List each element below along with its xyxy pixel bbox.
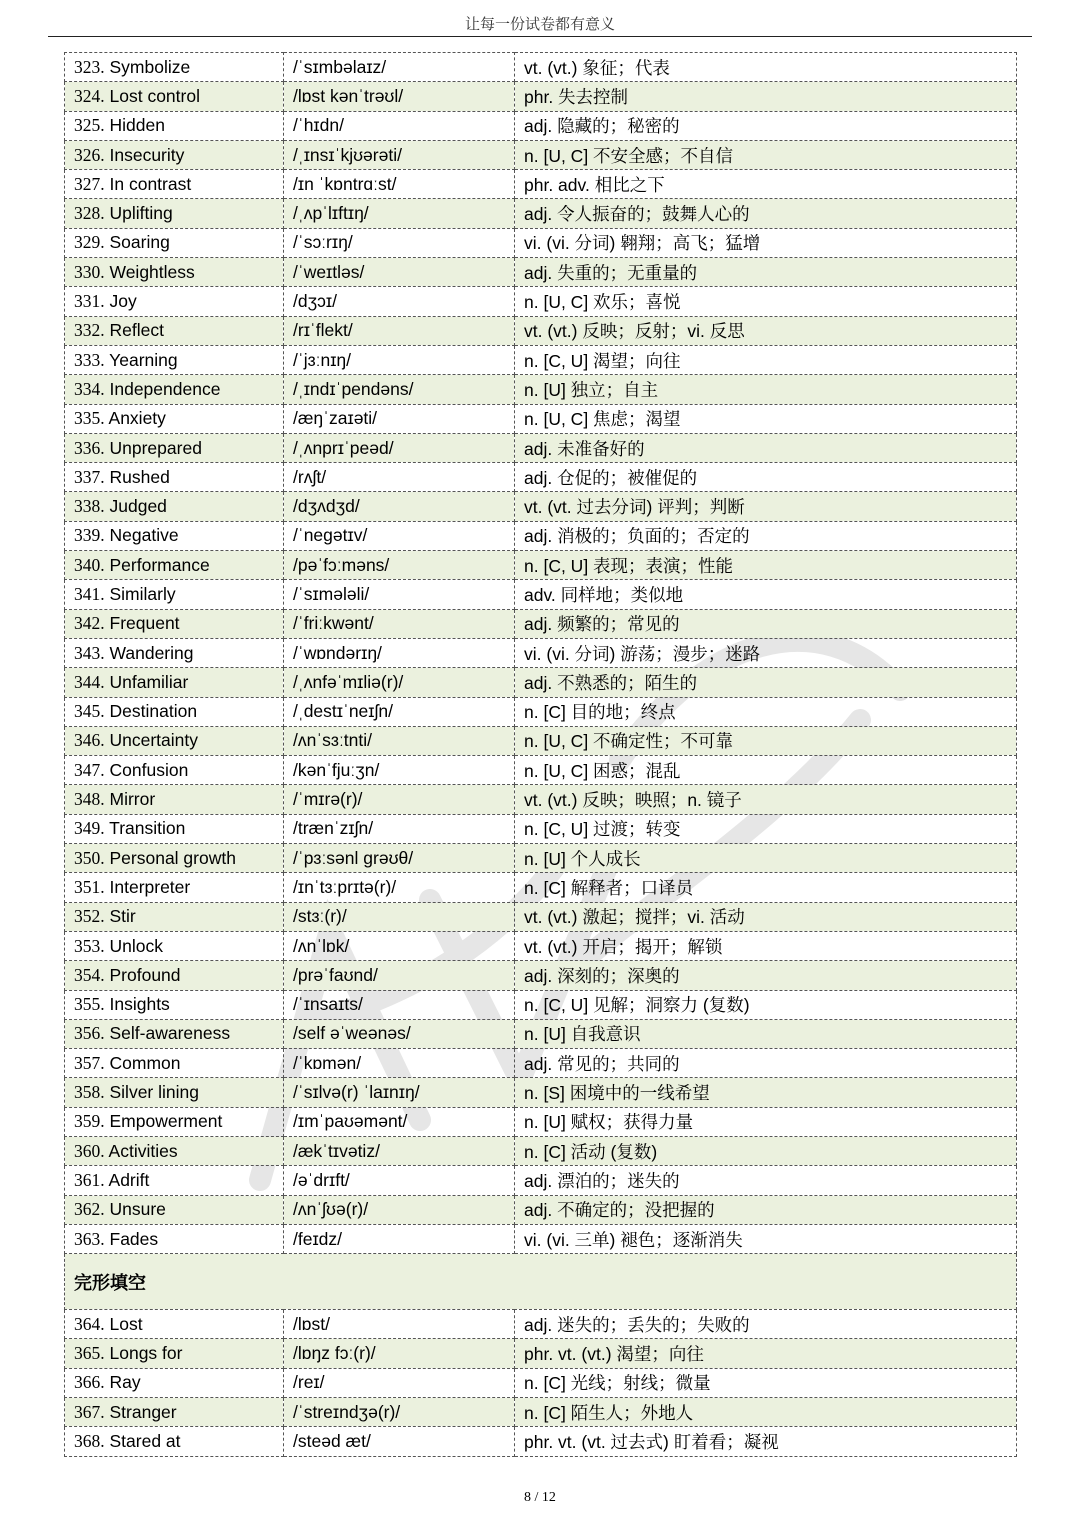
entry-word: Unsure (109, 1199, 166, 1220)
entry-word: Transition (109, 818, 186, 839)
phonetic-cell: /ˌɪnsɪˈkjʊərəti/ (284, 140, 515, 169)
word-cell (65, 1224, 284, 1253)
phonetic-cell: /ˌʌnfəˈmɪliə(r)/ (284, 668, 515, 697)
table-row (65, 697, 1017, 726)
table-row (65, 375, 1017, 404)
entry-word: Judged (109, 496, 167, 517)
phonetic-cell: /rɪˈflekt/ (284, 316, 515, 345)
phonetic-cell: /dʒɔɪ/ (284, 287, 515, 316)
entry-word: Joy (109, 291, 137, 312)
entry-number: 334. (74, 378, 105, 399)
phonetic-cell: /ˈsɔːrɪŋ/ (284, 228, 515, 257)
table-row (65, 258, 1017, 287)
entry-number: 355. (74, 994, 105, 1015)
entry-number: 323. (74, 56, 105, 77)
definition-cell: adj. 频繁的；常见的 (515, 609, 1017, 638)
definition-cell: adj. 迷失的；丢失的；失败的 (515, 1310, 1017, 1339)
phonetic-cell: /feɪdz/ (284, 1224, 515, 1253)
entry-word: Symbolize (109, 56, 191, 77)
definition-cell: adj. 不熟悉的；陌生的 (515, 668, 1017, 697)
word-cell (65, 287, 284, 316)
table-row (65, 1310, 1017, 1339)
phonetic-cell: /kənˈfjuːʒn/ (284, 756, 515, 785)
phonetic-cell: /ˈwɒndərɪŋ/ (284, 638, 515, 667)
word-cell (65, 1107, 284, 1136)
definition-cell: vi. (vi. 三单) 褪色；逐渐消失 (515, 1224, 1017, 1253)
entry-word: Destination (109, 701, 198, 722)
entry-word: Insecurity (109, 144, 185, 165)
entry-word: Frequent (109, 613, 180, 634)
phonetic-cell: /ˌɪndɪˈpendəns/ (284, 375, 515, 404)
phonetic-cell: /ˌdestɪˈneɪʃn/ (284, 697, 515, 726)
table-row (65, 199, 1017, 228)
word-cell (65, 1195, 284, 1224)
section-title: 完形填空 (65, 1254, 1017, 1310)
word-cell (65, 1339, 284, 1368)
phonetic-cell: /ɪmˈpaʊəmənt/ (284, 1107, 515, 1136)
table-row (65, 345, 1017, 374)
table-row (65, 82, 1017, 111)
phonetic-cell: /reɪ/ (284, 1368, 515, 1397)
word-cell (65, 1368, 284, 1397)
page-header: 让每一份试卷都有意义 (48, 12, 1032, 37)
definition-cell: adj. 仓促的；被催促的 (515, 463, 1017, 492)
word-cell (65, 140, 284, 169)
word-cell (65, 170, 284, 199)
word-cell (65, 492, 284, 521)
phonetic-cell: /steəd æt/ (284, 1427, 515, 1456)
phonetic-cell: /ˈneɡətɪv/ (284, 521, 515, 550)
entry-word: Independence (109, 378, 221, 399)
phonetic-cell: /ʌnˈʃʊə(r)/ (284, 1195, 515, 1224)
table-row (65, 756, 1017, 785)
phonetic-cell: /ˈsɪmbəlaɪz/ (284, 53, 515, 82)
definition-cell: phr. vt. (vt. 过去式) 盯着看；凝视 (515, 1427, 1017, 1456)
entry-number: 325. (74, 115, 105, 136)
definition-cell: n. [C, U] 渴望；向往 (515, 345, 1017, 374)
phonetic-cell: /prəˈfaʊnd/ (284, 961, 515, 990)
table-row (65, 433, 1017, 462)
phonetic-cell: /ˌʌnprɪˈpeəd/ (284, 433, 515, 462)
table-row (65, 1427, 1017, 1456)
phonetic-cell: /lɒŋz fɔː(r)/ (284, 1339, 515, 1368)
definition-cell: adj. 深刻的；深奥的 (515, 961, 1017, 990)
table-row (65, 463, 1017, 492)
entry-word: Performance (109, 554, 210, 575)
table-row (65, 1339, 1017, 1368)
phonetic-cell: /stɜː(r)/ (284, 902, 515, 931)
entry-number: 341. (74, 583, 105, 604)
word-cell (65, 433, 284, 462)
definition-cell: adj. 令人振奋的；鼓舞人心的 (515, 199, 1017, 228)
definition-cell: vt. (vt.) 象征；代表 (515, 53, 1017, 82)
entry-number: 346. (74, 730, 105, 751)
word-cell (65, 1166, 284, 1195)
table-row (65, 785, 1017, 814)
entry-number: 367. (74, 1401, 105, 1422)
definition-cell: adj. 漂泊的；迷失的 (515, 1166, 1017, 1195)
entry-word: Unlock (109, 935, 163, 956)
phonetic-cell: /æŋˈzaɪəti/ (284, 404, 515, 433)
definition-cell: n. [S] 困境中的一线希望 (515, 1078, 1017, 1107)
entry-number: 351. (74, 876, 105, 897)
entry-word: Mirror (109, 789, 156, 810)
definition-cell: vt. (vt.) 反映；反射；vi. 反思 (515, 316, 1017, 345)
entry-number: 331. (74, 291, 105, 312)
word-cell (65, 756, 284, 785)
table-row (65, 961, 1017, 990)
entry-word: Stir (109, 906, 136, 927)
entry-number: 342. (74, 613, 105, 634)
word-cell (65, 1398, 284, 1427)
table-row (65, 1166, 1017, 1195)
table-row (65, 580, 1017, 609)
entry-number: 357. (74, 1052, 105, 1073)
phonetic-cell: /əˈdrɪft/ (284, 1166, 515, 1195)
definition-cell: n. [C] 光线；射线；微量 (515, 1368, 1017, 1397)
entry-number: 358. (74, 1082, 105, 1103)
table-row (65, 170, 1017, 199)
word-cell (65, 990, 284, 1019)
table-row (65, 609, 1017, 638)
entry-word: Yearning (109, 349, 178, 370)
entry-number: 339. (74, 525, 105, 546)
phonetic-cell: /lɒst/ (284, 1310, 515, 1339)
table-row (65, 1195, 1017, 1224)
definition-cell: n. [U] 赋权；获得力量 (515, 1107, 1017, 1136)
table-row (65, 814, 1017, 843)
table-row (65, 931, 1017, 960)
entry-number: 340. (74, 554, 105, 575)
word-cell (65, 785, 284, 814)
table-row (65, 140, 1017, 169)
entry-number: 333. (74, 349, 105, 370)
word-cell (65, 961, 284, 990)
table-row (65, 668, 1017, 697)
table-row (65, 1107, 1017, 1136)
entry-word: Negative (109, 525, 179, 546)
entry-word: Uncertainty (109, 730, 199, 751)
definition-cell: n. [C] 陌生人；外地人 (515, 1398, 1017, 1427)
entry-word: Insights (109, 994, 170, 1015)
definition-cell: n. [U] 独立；自主 (515, 375, 1017, 404)
word-cell (65, 873, 284, 902)
definition-cell: n. [U] 自我意识 (515, 1019, 1017, 1048)
table-row (65, 228, 1017, 257)
entry-word: Lost (109, 1313, 143, 1334)
table-row (65, 990, 1017, 1019)
entry-number: 347. (74, 759, 105, 780)
definition-cell: vi. (vi. 分词) 游荡；漫步；迷路 (515, 638, 1017, 667)
definition-cell: adv. 同样地；类似地 (515, 580, 1017, 609)
entry-number: 349. (74, 818, 105, 839)
definition-cell: adj. 隐藏的；秘密的 (515, 111, 1017, 140)
entry-word: Rushed (109, 466, 170, 487)
table-row (65, 551, 1017, 580)
word-cell (65, 1019, 284, 1048)
table-row (65, 902, 1017, 931)
table-row (65, 404, 1017, 433)
entry-word: Confusion (109, 759, 189, 780)
entry-word: Similarly (109, 583, 176, 604)
table-row (65, 287, 1017, 316)
table-row (65, 111, 1017, 140)
entry-word: Uplifting (109, 203, 173, 224)
entry-number: 361. (74, 1169, 105, 1190)
definition-cell: adj. 失重的；无重量的 (515, 258, 1017, 287)
definition-cell: n. [U, C] 焦虑；渴望 (515, 404, 1017, 433)
definition-cell: adj. 不确定的；没把握的 (515, 1195, 1017, 1224)
entry-number: 354. (74, 964, 105, 985)
word-cell (65, 902, 284, 931)
entry-number: 326. (74, 144, 105, 165)
phonetic-cell: /self əˈweənəs/ (284, 1019, 515, 1048)
phonetic-cell: /ˈkɒmən/ (284, 1049, 515, 1078)
definition-cell: adj. 未准备好的 (515, 433, 1017, 462)
entry-number: 366. (74, 1372, 105, 1393)
word-cell (65, 82, 284, 111)
phonetic-cell: /ækˈtɪvətiz/ (284, 1136, 515, 1165)
word-cell (65, 638, 284, 667)
table-row (65, 1136, 1017, 1165)
phonetic-cell: /ˈsɪlvə(r) ˈlaɪnɪŋ/ (284, 1078, 515, 1107)
definition-cell: n. [U, C] 不确定性；不可靠 (515, 726, 1017, 755)
table-row (65, 1398, 1017, 1427)
definition-cell: n. [C] 目的地；终点 (515, 697, 1017, 726)
word-cell (65, 345, 284, 374)
entry-word: Fades (109, 1228, 159, 1249)
entry-number: 324. (74, 85, 105, 106)
entry-word: Unprepared (109, 437, 202, 458)
entry-number: 352. (74, 906, 105, 927)
entry-number: 332. (74, 320, 105, 341)
entry-word: Anxiety (108, 408, 166, 429)
word-cell (65, 316, 284, 345)
entry-number: 335. (74, 408, 105, 429)
table-row (65, 1019, 1017, 1048)
entry-number: 329. (74, 232, 105, 253)
entry-word: Interpreter (109, 876, 191, 897)
definition-cell: n. [U, C] 困惑；混乱 (515, 756, 1017, 785)
phonetic-cell: /lɒst kənˈtrəʊl/ (284, 82, 515, 111)
table-row (65, 492, 1017, 521)
entry-number: 344. (74, 671, 105, 692)
table-row (65, 726, 1017, 755)
phonetic-cell: /ɪn ˈkɒntrɑːst/ (284, 170, 515, 199)
word-cell (65, 668, 284, 697)
entry-number: 345. (74, 701, 105, 722)
phonetic-cell: /ˈɪnsaɪts/ (284, 990, 515, 1019)
word-cell (65, 697, 284, 726)
phonetic-cell: /ˌʌpˈlɪftɪŋ/ (284, 199, 515, 228)
entry-number: 328. (74, 203, 105, 224)
definition-cell: phr. vt. (vt.) 渴望；向往 (515, 1339, 1017, 1368)
word-cell (65, 1049, 284, 1078)
table-row (65, 1078, 1017, 1107)
entry-word: Adrift (108, 1169, 150, 1190)
phonetic-cell: /ɪnˈtɜːprɪtə(r)/ (284, 873, 515, 902)
phonetic-cell: /ˈhɪdn/ (284, 111, 515, 140)
table-row (65, 873, 1017, 902)
definition-cell: vt. (vt.) 激起；搅拌；vi. 活动 (515, 902, 1017, 931)
entry-number: 327. (74, 173, 105, 194)
definition-cell: n. [U, C] 不安全感；不自信 (515, 140, 1017, 169)
definition-cell: n. [U, C] 欢乐；喜悦 (515, 287, 1017, 316)
definition-cell: adj. 消极的；负面的；否定的 (515, 521, 1017, 550)
word-cell (65, 814, 284, 843)
definition-cell: phr. 失去控制 (515, 82, 1017, 111)
word-cell (65, 1310, 284, 1339)
entry-word: Reflect (109, 320, 164, 341)
entry-word: Profound (109, 964, 181, 985)
definition-cell: n. [C, U] 过渡；转变 (515, 814, 1017, 843)
word-cell (65, 1427, 284, 1456)
section-header-row (65, 1254, 1017, 1310)
definition-cell: n. [C] 活动 (复数) (515, 1136, 1017, 1165)
table-row (65, 53, 1017, 82)
page-number: 8 / 12 (524, 1490, 556, 1505)
word-cell (65, 931, 284, 960)
entry-word: Weightless (109, 261, 195, 282)
definition-cell: n. [U] 个人成长 (515, 844, 1017, 873)
table-row (65, 1049, 1017, 1078)
entry-number: 336. (74, 437, 105, 458)
entry-number: 337. (74, 466, 105, 487)
entry-number: 359. (74, 1111, 105, 1132)
entry-word: Ray (109, 1372, 141, 1393)
phonetic-cell: /ˈjɜːnɪŋ/ (284, 345, 515, 374)
word-cell (65, 1136, 284, 1165)
entry-word: Empowerment (109, 1111, 223, 1132)
word-cell (65, 404, 284, 433)
entry-word: Self-awareness (109, 1023, 231, 1044)
entry-number: 356. (74, 1023, 105, 1044)
entry-number: 350. (74, 847, 105, 868)
table-row (65, 1368, 1017, 1397)
definition-cell: n. [C, U] 表现；表演；性能 (515, 551, 1017, 580)
definition-cell: adj. 常见的；共同的 (515, 1049, 1017, 1078)
entry-number: 364. (74, 1313, 105, 1334)
entry-number: 330. (74, 261, 105, 282)
definition-cell: n. [C] 解释者；口译员 (515, 873, 1017, 902)
definition-cell: n. [C, U] 见解；洞察力 (复数) (515, 990, 1017, 1019)
word-cell (65, 258, 284, 287)
entry-number: 362. (74, 1199, 105, 1220)
word-cell (65, 375, 284, 404)
entry-number: 353. (74, 935, 105, 956)
entry-number: 363. (74, 1228, 105, 1249)
phonetic-cell: /ʌnˈsɜːtnti/ (284, 726, 515, 755)
word-cell (65, 609, 284, 638)
entry-word: Personal growth (109, 847, 236, 868)
phonetic-cell: /ˈfriːkwənt/ (284, 609, 515, 638)
word-cell (65, 111, 284, 140)
table-row (65, 316, 1017, 345)
phonetic-cell: /ˈstreɪndʒə(r)/ (284, 1398, 515, 1427)
definition-cell: vt. (vt. 过去分词) 评判；判断 (515, 492, 1017, 521)
word-cell (65, 228, 284, 257)
phonetic-cell: /ˈweɪtləs/ (284, 258, 515, 287)
phonetic-cell: /pəˈfɔːməns/ (284, 551, 515, 580)
definition-cell: vt. (vt.) 反映；映照；n. 镜子 (515, 785, 1017, 814)
word-cell (65, 1078, 284, 1107)
entry-number: 368. (74, 1431, 105, 1451)
entry-word: Stared at (109, 1431, 181, 1451)
table-row (65, 844, 1017, 873)
word-cell (65, 726, 284, 755)
entry-number: 338. (74, 496, 105, 517)
entry-word: In contrast (109, 173, 192, 194)
entry-word: Activities (108, 1140, 178, 1161)
phonetic-cell: /ˈpɜːsənl ɡrəʊθ/ (284, 844, 515, 873)
phonetic-cell: /dʒʌdʒd/ (284, 492, 515, 521)
word-cell (65, 463, 284, 492)
vocabulary-table (64, 52, 1017, 1457)
word-cell (65, 199, 284, 228)
table-row (65, 521, 1017, 550)
entry-word: Hidden (109, 115, 165, 136)
word-cell (65, 844, 284, 873)
entry-word: Silver lining (109, 1082, 199, 1103)
entry-word: Soaring (109, 232, 170, 253)
phonetic-cell: /ˈsɪmələli/ (284, 580, 515, 609)
entry-word: Lost control (109, 85, 200, 106)
word-cell (65, 551, 284, 580)
entry-word: Common (109, 1052, 181, 1073)
phonetic-cell: /rʌʃt/ (284, 463, 515, 492)
word-cell (65, 521, 284, 550)
table-row (65, 1224, 1017, 1253)
entry-number: 343. (74, 642, 105, 663)
word-cell (65, 580, 284, 609)
phonetic-cell: /ʌnˈlɒk/ (284, 931, 515, 960)
definition-cell: vi. (vi. 分词) 翱翔；高飞；猛增 (515, 228, 1017, 257)
entry-word: Stranger (109, 1401, 177, 1422)
entry-word: Longs for (109, 1343, 183, 1364)
table-row (65, 638, 1017, 667)
entry-number: 365. (74, 1343, 105, 1364)
definition-cell: phr. adv. 相比之下 (515, 170, 1017, 199)
entry-word: Unfamiliar (109, 671, 189, 692)
entry-number: 360. (74, 1140, 105, 1161)
word-cell (65, 53, 284, 82)
phonetic-cell: /trænˈzɪʃn/ (284, 814, 515, 843)
phonetic-cell: /ˈmɪrə(r)/ (284, 785, 515, 814)
definition-cell: vt. (vt.) 开启；揭开；解锁 (515, 931, 1017, 960)
entry-word: Wandering (109, 642, 194, 663)
entry-number: 348. (74, 789, 105, 810)
